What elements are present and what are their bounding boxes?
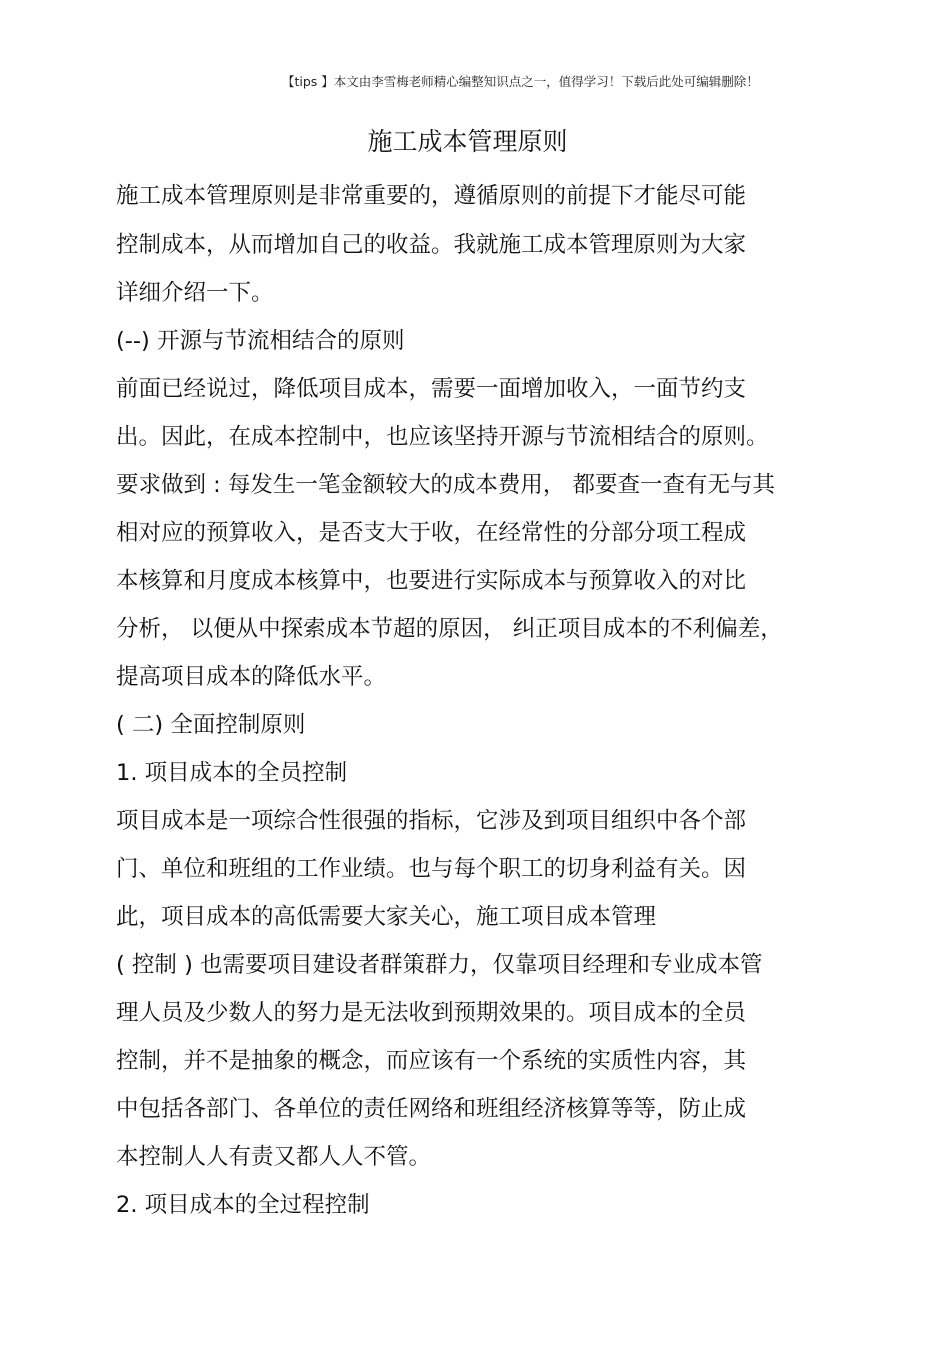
paragraph-line: 本控制人人有责又都人人不管。 <box>116 1144 432 1170</box>
paragraph-line: 相对应的预算收入，是否支大于收，在经常性的分部分项工程成 <box>116 520 747 546</box>
paragraph-line: 门、单位和班组的工作业绩。也与每个职工的切身利益有关。因 <box>116 856 747 882</box>
paragraph-line: 控制，并不是抽象的概念，而应该有一个系统的实质性内容，其 <box>116 1048 747 1074</box>
paragraph-line: 要求做到 : 每发生一笔金额较大的成本费用， 都要查一查有无与其 <box>116 472 776 498</box>
paragraph-line: 项目成本是一项综合性很强的指标，它涉及到项目组织中各个部 <box>116 808 747 834</box>
paragraph-line: 本核算和月度成本核算中，也要进行实际成本与预算收入的对比 <box>116 568 747 594</box>
document-title: 施工成本管理原则 <box>367 127 568 156</box>
paragraph-line: 中包括各部门、各单位的责任网络和班组经济核算等等，防止成 <box>116 1096 747 1122</box>
paragraph-line: 提高项目成本的降低水平。 <box>116 664 387 690</box>
paragraph-line: 施工成本管理原则是非常重要的，遵循原则的前提下才能尽可能 <box>116 183 747 209</box>
paragraph-line: 此，项目成本的高低需要大家关心，施工项目成本管理 <box>116 904 657 930</box>
paragraph-line: 控制成本，从而增加自己的收益。我就施工成本管理原则为大家 <box>116 232 747 258</box>
paragraph-line: 分析， 以便从中探索成本节超的原因， 纠正项目成本的不利偏差， <box>116 616 783 642</box>
paragraph-line: 详细介绍一下。 <box>116 280 274 306</box>
paragraph-line: ( 控制 ) 也需要项目建设者群策群力，仅靠项目经理和专业成本管 <box>116 952 763 978</box>
subsection-heading: 2. 项目成本的全过程控制 <box>116 1192 370 1218</box>
paragraph-line: 出。因此，在成本控制中，也应该坚持开源与节流相结合的原则。 <box>116 424 769 450</box>
paragraph-line: 前面已经说过，降低项目成本，需要一面增加收入，一面节约支 <box>116 376 747 402</box>
paragraph-line: 理人员及少数人的努力是无法收到预期效果的。项目成本的全员 <box>116 1000 747 1026</box>
tips-header: 【tips 】本文由李雪梅老师精心编整知识点之一，值得学习！下载后此处可编辑删除！ <box>282 74 759 89</box>
section-heading: (--) 开源与节流相结合的原则 <box>116 328 405 354</box>
section-heading: ( 二) 全面控制原则 <box>116 712 306 738</box>
subsection-heading: 1. 项目成本的全员控制 <box>116 760 348 786</box>
